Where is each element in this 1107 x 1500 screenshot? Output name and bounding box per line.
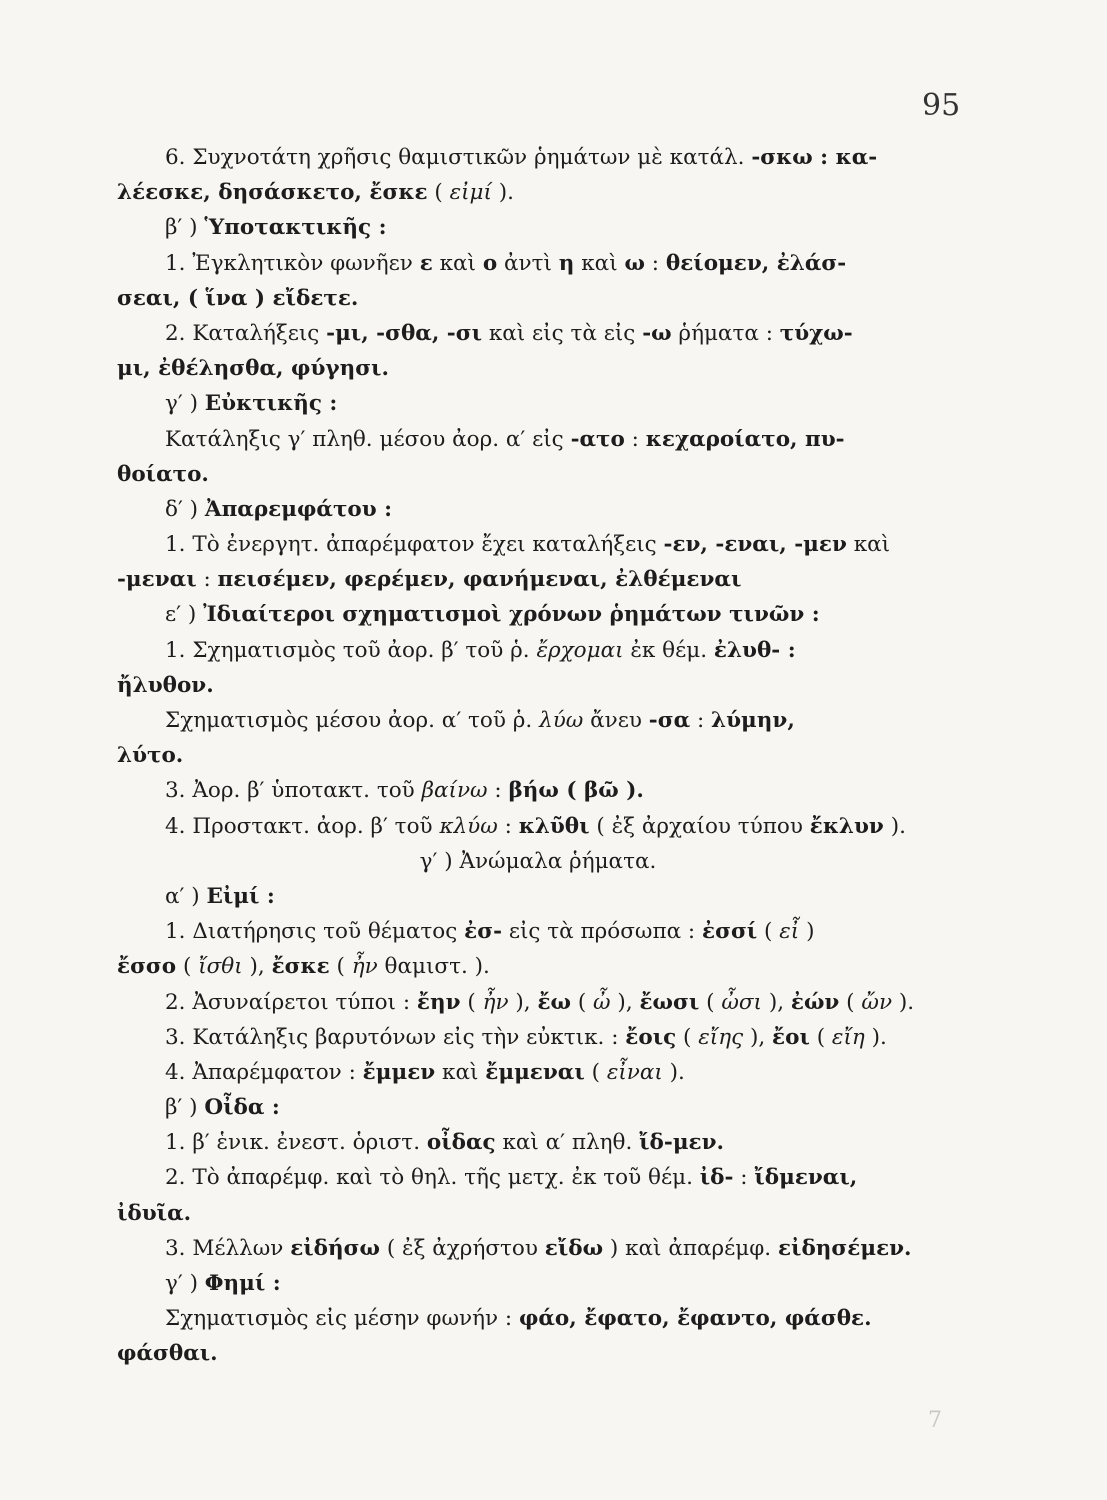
bold-term: -ατο [570,426,625,452]
bold-term: σεαι, ( ἵνα ) εἴδετε. [117,285,359,311]
text-segment: ( [329,954,352,980]
text-segment: ( [699,989,722,1015]
text-segment: ( [570,989,594,1015]
text-segment: 1. β′ ἑνικ. ἐνεστ. ὁριστ. [165,1130,427,1156]
text-line [117,1160,959,1195]
text-segment: 1. Τὸ ἐνεργητ. ἀπαρέμφατον ἔχει καταλήξεις [165,532,664,558]
text-segment: γ′ ) [165,1271,205,1296]
text-line [117,949,959,984]
italic-term: εἶναι [606,1059,663,1085]
bold-term: ἤλυθον. [117,672,214,698]
italic-term: εἶ [779,919,800,945]
text-line [117,809,959,844]
text-segment: ). [662,1059,685,1085]
italic-term: κλύω [439,813,498,839]
text-segment: : [497,813,519,839]
bold-term: Εὐκτικῆς : [204,391,338,417]
text-segment: ( [839,989,862,1015]
text-line [117,527,959,562]
text-line [117,668,959,703]
bold-term: εἰδησέμεν. [777,1235,912,1261]
text-segment: 3. Μέλλων [165,1235,291,1261]
bold-term: ἐλυθ- : [713,637,796,663]
text-line [117,457,959,492]
bold-term: Εἰμί : [206,883,275,909]
text-line [117,175,959,210]
text-segment: : [733,1165,755,1191]
text-segment: καὶ [432,250,483,276]
text-segment: 2. Καταλήξεις [165,320,327,346]
text-segment: ), [508,989,538,1015]
text-segment: : [487,778,509,804]
italic-term: εἴη [831,1024,865,1050]
text-segment: 1. Ἐγκλητικὸν φωνῆεν [165,250,420,276]
text-segment: ). [883,813,906,839]
bold-term: οἶδας [426,1130,496,1156]
bold-term: -σκω : κα- [751,145,878,170]
text-line [117,562,959,597]
text-segment: 1. Διατήρησις τοῦ θέματος [165,919,465,945]
text-line [117,703,959,738]
text-segment: ( [809,1024,832,1050]
bold-term: ω [624,250,645,276]
bold-term: ἔμμεν [362,1059,436,1085]
bold-term: ἐσ- [464,919,502,945]
italic-term: εἰμί [449,180,492,206]
bold-term: εἴδω [544,1235,604,1261]
text-segment: ( [427,180,450,206]
bold-term: ἰδυῖα. [117,1200,192,1226]
italic-term: λύω [539,708,584,733]
italic-term: βαίνω [421,778,488,804]
text-line [117,246,959,281]
bold-term: η [558,250,575,276]
text-segment: ( ἐξ ἀρχαίου τύπου [589,813,810,839]
bold-term: φάο, ἔφατο, ἔφαντο, φάσθε. [518,1306,872,1332]
text-line [117,210,959,245]
text-line [117,1196,959,1231]
text-line [117,597,959,632]
italic-term: ἔρχομαι [536,637,624,663]
text-segment: : [644,250,666,276]
page-body-text [117,140,959,1372]
text-line [117,386,959,421]
text-line [117,316,959,351]
text-line [117,351,959,386]
text-segment: ε′ ) [165,602,204,628]
bold-term: ἔοις [625,1024,677,1050]
bold-term: φάσθαι. [117,1341,218,1367]
text-segment: γ′ ) [165,391,205,417]
text-segment: ), [743,1024,773,1050]
bold-term: ἰδ- [699,1165,734,1191]
bold-term: -μεναι [117,567,197,593]
text-line [117,914,959,949]
italic-term: ὦ [593,989,611,1015]
bold-term: πεισέμεν, φερέμεν, φανήμεναι, ἐλθέμεναι [217,567,742,593]
text-segment: 2. Τὸ ἀπαρέμφ. καὶ τὸ θηλ. τῆς μετχ. ἐκ τοῦ θέμ. [165,1165,700,1191]
bold-term: μι, ἐθέλησθα, φύγησι. [117,356,389,382]
text-segment: 4. Προστακτ. ἀορ. β′ τοῦ [165,813,440,839]
text-segment: ( [460,989,483,1015]
text-line [117,1336,959,1371]
text-segment: καὶ εἰς τὰ εἰς [481,320,643,346]
text-line [117,773,959,808]
text-segment: καὶ [435,1059,486,1085]
italic-term: ἦν [351,954,378,980]
text-line [117,633,959,668]
bold-term: ε [419,250,433,276]
text-segment: Σχηματισμὸς εἰς μέσην φωνήν : [165,1306,519,1332]
text-segment: ( [584,1059,607,1085]
text-segment: ), [242,954,272,980]
text-line [117,1266,959,1301]
bold-term: ἔκλυν [809,813,884,839]
text-line [117,985,959,1020]
text-segment: θαμιστ. ). [377,954,490,980]
text-line [117,1125,959,1160]
text-segment: ( [176,954,199,980]
text-segment: : [624,426,646,452]
bold-term: θοίατο. [117,461,209,487]
bold-term: ἔω [537,989,571,1015]
text-line [117,844,959,879]
text-segment: 4. Ἀπαρέμφατον : [165,1059,363,1085]
bold-term: ἔσκε [271,954,330,980]
bold-term: ἔμμεναι [485,1059,585,1085]
bold-term: -μι, -σθα, -σι [326,320,482,346]
italic-term: εἴης [698,1024,744,1050]
bold-term: ἴδμεναι, [754,1165,858,1191]
text-line [117,1055,959,1090]
text-segment: 3. Κατάληξις βαρυτόνων εἰς τὴν εὐκτικ. : [165,1024,626,1050]
text-line [117,879,959,914]
bold-term: ο [482,250,498,276]
footer-signature-mark: 7 [928,1408,942,1433]
text-line [117,1020,959,1055]
bold-term: Οἶδα : [204,1095,280,1121]
page-number: 95 [922,88,961,123]
bold-term: λύτο. [117,743,184,769]
text-segment: β′ ) [165,1095,205,1121]
text-line [117,422,959,457]
text-segment: ἀντὶ [497,250,559,276]
text-segment: καὶ [574,250,625,276]
bold-term: Ἀπαρεμφάτου : [204,496,393,522]
bold-term: ἔοι [772,1024,810,1050]
bold-term: Ὑποτακτικῆς : [204,215,387,241]
bold-term: λύμην, [711,708,795,733]
text-segment: 2. Ἀσυναίρετοι τύποι : [165,989,417,1015]
bold-term: ἔην [416,989,461,1015]
text-segment: ) καὶ ἀπαρέμφ. [603,1235,778,1261]
bold-term: ἔσσο [117,954,177,980]
text-segment: ). [491,180,515,206]
bold-term: τύχω- [779,320,853,346]
text-segment: 6. Συχνοτάτη χρῆσις θαμιστικῶν ῥημάτων μὲ κατάλ. [165,145,752,170]
text-segment: ), [761,989,791,1015]
bold-term: ἐών [790,989,840,1015]
text-segment: Σχηματισμὸς μέσου ἀορ. α′ τοῦ ῥ. [165,708,540,733]
text-segment: : [690,708,712,733]
bold-term: βήω ( βῶ ). [508,778,644,804]
text-line [117,1090,959,1125]
text-line [117,281,959,316]
text-segment: 3. Ἀορ. β′ ὑποτακτ. τοῦ [165,778,422,804]
bold-term: -ω [642,320,672,346]
text-segment: γ′ ) Ἀνώμαλα ῥήματα. [419,848,657,874]
text-segment: : [196,567,218,593]
bold-term: ἴδ-μεν. [639,1130,725,1156]
bold-term: ἐσσί [702,919,758,945]
italic-term: ἴσθι [198,954,243,980]
text-line [117,492,959,527]
text-segment: Κατάληξις γ′ πληθ. μέσου ἀορ. α′ εἰς [165,426,571,452]
text-segment: ) [799,919,815,945]
text-segment: δ′ ) [165,496,205,522]
text-segment: α′ ) [165,883,207,909]
text-segment: ἄνευ [583,708,649,733]
text-line [117,1231,959,1266]
bold-term: -σα [648,708,691,733]
bold-term: εἰδήσω [290,1235,380,1261]
text-segment: ). [864,1024,887,1050]
text-segment: ἐκ θέμ. [623,637,714,663]
bold-term: Ἰδιαίτεροι σχηματισμοὶ χρόνων ῥημάτων τινῶν : [203,602,820,628]
bold-term: ἔωσι [639,989,700,1015]
text-line [117,140,959,175]
bold-term: -εν, -εναι, -μεν [663,532,847,558]
bold-term: θείομεν, ἐλάσ- [665,250,847,276]
text-line [117,1301,959,1336]
bold-term: κλῦθι [518,813,590,839]
italic-term: ὤν [861,989,893,1015]
text-segment: καὶ [846,532,891,558]
text-segment: ), [610,989,640,1015]
text-segment: εἰς τὰ πρόσωπα : [502,919,703,945]
text-segment: β′ ) [165,215,205,241]
text-segment: ( [757,919,780,945]
text-segment: ῥήματα : [671,320,780,346]
text-line [117,738,959,773]
text-segment: ). [892,989,915,1015]
text-segment: 1. Σχηματισμὸς τοῦ ἀορ. β′ τοῦ ῥ. [165,637,537,663]
text-segment: καὶ α′ πληθ. [495,1130,640,1156]
bold-term: κεχαροίατο, πυ- [645,426,845,452]
text-segment: ( ἐξ ἀχρήστου [379,1235,545,1261]
italic-term: ὦσι [721,989,762,1015]
italic-term: ἦν [482,989,509,1015]
text-segment: ( [676,1024,699,1050]
bold-term: Φημί : [204,1271,281,1296]
bold-term: λέεσκε, δησάσκετο, ἔσκε [117,180,428,206]
